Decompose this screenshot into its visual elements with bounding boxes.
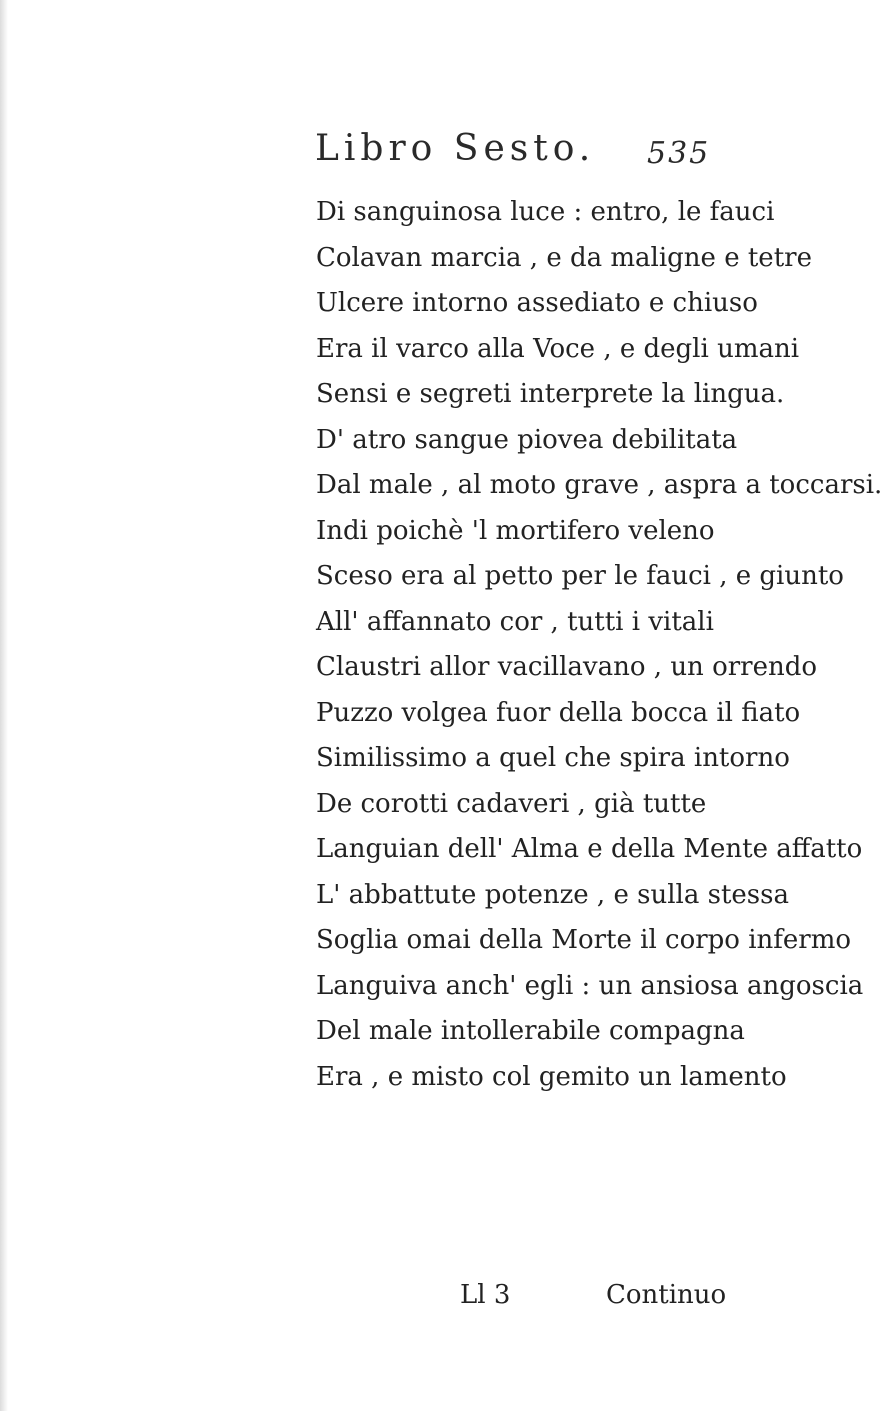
verse-line: Similissimo a quel che spira intorno bbox=[316, 743, 790, 773]
verse-line: Era , e misto col gemito un lamento bbox=[316, 1061, 787, 1092]
page-header bbox=[315, 128, 795, 184]
verse-line: De corotti cadaveri , già tutte bbox=[316, 788, 707, 819]
verse-block bbox=[316, 190, 882, 1100]
verse-line: Puzzo volgea fuor della bocca il fiato bbox=[316, 697, 801, 728]
verse-line: D' atro sangue piovea debilitata bbox=[316, 424, 738, 455]
verse-line: L' abbattute potenze , e sulla stessa bbox=[316, 879, 789, 910]
verse-line: Dal male , al moto grave , aspra a toccarsi. bbox=[316, 470, 882, 500]
verse-line: Claustri allor vacillavano , un orrendo bbox=[316, 652, 818, 682]
verse-line: Languiva anch' egli : un ansiosa angoscia bbox=[316, 970, 864, 1001]
verse-line: Languian dell' Alma e della Mente affatto bbox=[316, 834, 863, 864]
verse-line: Sensi e segreti interprete la lingua. bbox=[316, 379, 785, 409]
verse-line: Era il varco alla Voce , e degli umani bbox=[316, 333, 800, 364]
verse-line: Di sanguinosa luce : entro, le fauci bbox=[316, 197, 775, 227]
signature-mark: Ll 3 bbox=[460, 1280, 511, 1310]
page-gutter-edge bbox=[0, 0, 8, 1411]
verse-line: Del male intollerabile compagna bbox=[316, 1016, 745, 1046]
catchword: Continuo bbox=[606, 1280, 727, 1310]
verse-line: Colavan marcia , e da maligne e tetre bbox=[316, 242, 812, 273]
page-footer bbox=[316, 1280, 796, 1330]
verse-line: Sceso era al petto per le fauci , e giunto bbox=[316, 561, 844, 591]
verse-line: Soglia omai della Morte il corpo infermo bbox=[316, 925, 852, 955]
verse-line: Ulcere intorno assediato e chiuso bbox=[316, 288, 758, 318]
page-number: 535 bbox=[647, 136, 711, 171]
verse-line: All' affannato cor , tutti i vitali bbox=[316, 606, 714, 637]
running-title: Libro Sesto. bbox=[315, 128, 596, 169]
verse-line: Indi poichè 'l mortifero veleno bbox=[316, 515, 715, 546]
